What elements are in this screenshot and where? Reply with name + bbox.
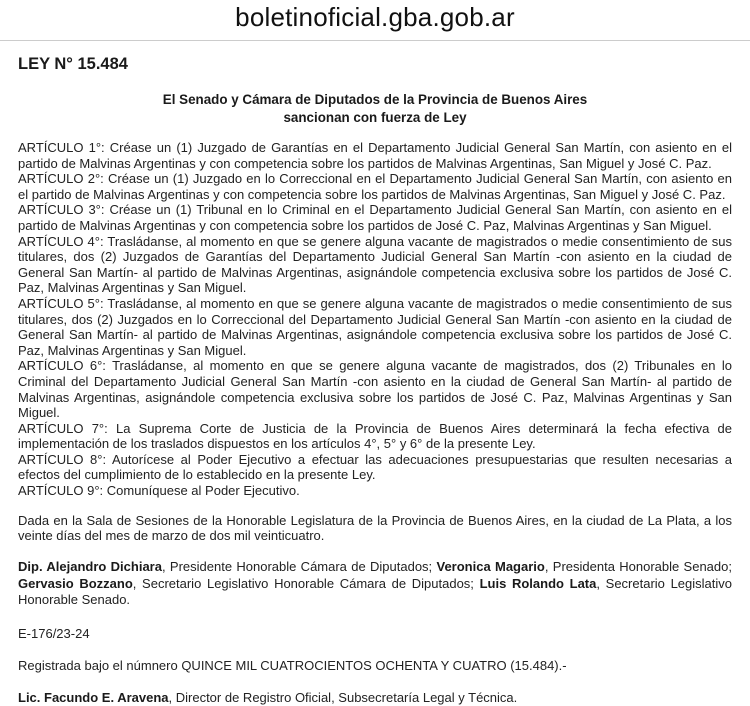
registry-official-name: Lic. Facundo E. Aravena (18, 690, 169, 706)
signatory-name: Dip. Alejandro Dichiara (18, 558, 162, 574)
registry-official-paragraph: Lic. Facundo E. Aravena, Director de Registro Oficial, Subsecretaría Legal y Técnica. (18, 690, 518, 706)
law-number-heading: LEY N° 15.484 (18, 55, 128, 73)
article-paragraph: ARTÍCULO 2°: Créase un (1) Juzgado en lo Correccional en el Departamento Judicial General San Martín, con asiento en el partido de Malvinas Argentinas y con competencia sobre los partidos de Malvinas Argentinas, San Miguel y José C. Paz. (18, 171, 732, 202)
signatory-name: Luis Rolando Lata (479, 575, 597, 591)
article-paragraph: ARTÍCULO 7°: La Suprema Corte de Justicia de la Provincia de Buenos Aires determinará la fecha efectiva de implementación de los traslados dispuestos en los artículos 4°, 5° y 6° de la presente Ley. (18, 420, 732, 452)
signatory-name: Veronica Magario (436, 558, 545, 574)
signatories-paragraph: Dip. Alejandro Dichiara, Presidente Honorable Cámara de Diputados; Veronica Magario, Presidenta Honorable Senado; Gervasio Bozzano, Secretario Legislativo Honorable Cámara de Diputados; Luis Rolando Lata, Secretario Legislativo Honorable Senado. (18, 558, 733, 608)
header-divider (0, 40, 750, 41)
preamble-line-2: sancionan con fuerza de Ley (283, 110, 467, 125)
article-paragraph: ARTÍCULO 9°: Comuníquese al Poder Ejecutivo. (18, 483, 300, 499)
article-paragraph: ARTÍCULO 8°: Autorícese al Poder Ejecutivo a efectuar las adecuaciones presupuestarias que resulten necesarias a efectos del cumplimiento de lo establecido en la presente Ley. (18, 451, 732, 483)
registration-text: Registrada bajo el númnero QUINCE MIL CUATROCIENTOS OCHENTA Y CUATRO (15.484).- (18, 658, 567, 674)
article-paragraph: ARTÍCULO 6°: Trasládanse, al momento en que se genere alguna vacante de magistrados, dos (2) Tribunales en lo Criminal del Departamento Judicial General San Martín -con asiento en la ciudad de General San Martín- al partido de Malvinas Argentinas, asignándole competencia exclusiva sobre los partidos de José C. Paz, Malvinas Argentinas y San Miguel. (18, 358, 732, 421)
article-paragraph: ARTÍCULO 5°: Trasládanse, al momento en que se genere alguna vacante de magistrados o medie consentimiento de sus titulares, dos (2) Juzgados en lo Correccional del Departamento Judicial General San Martín -con asiento en la ciudad de General San Martín- al partido de Malvinas Argentinas, asignándole competencia exclusiva sobre los partidos de José C. Paz, Malvinas Argentinas y San Miguel. (18, 295, 732, 358)
file-number: E-176/23-24 (18, 626, 90, 642)
preamble-line-1: El Senado y Cámara de Diputados de la Provincia de Buenos Aires (162, 92, 588, 107)
preamble (18, 91, 732, 127)
site-title: boletinoficial.gba.gob.ar (235, 2, 515, 32)
enactment-paragraph: Dada en la Sala de Sesiones de la Honorable Legislatura de la Provincia de Buenos Aires, en la ciudad de La Plata, a los veinte días del mes de marzo de dos mil veinticuatro. (18, 512, 732, 544)
article-paragraph: ARTÍCULO 4°: Trasládanse, al momento en que se genere alguna vacante de magistrados o medie consentimiento de sus titulares, dos (2) Juzgados de Garantías del Departamento Judicial General San Martín -con asiento en la ciudad de General San Martín- al partido de Malvinas Argentinas, asignándole competencia exclusiva sobre los partidos de José C. Paz, Malvinas Argentinas y San Miguel. (18, 233, 732, 296)
articles (18, 140, 732, 499)
article-paragraph: ARTÍCULO 3°: Créase un (1) Tribunal en lo Criminal en el Departamento Judicial General San Martín, con asiento en el partido de Malvinas Argentinas y con competencia sobre los partidos de José C. Paz, Malvinas Argentinas y San Miguel. (18, 202, 732, 233)
signatory-name: Gervasio Bozzano (18, 575, 133, 591)
law-document (0, 55, 750, 706)
article-paragraph: ARTÍCULO 1°: Créase un (1) Juzgado de Garantías en el Departamento Judicial General San Martín, con asiento en el partido de Malvinas Argentinas y con competencia sobre los partidos de Malvinas Argentinas, San Miguel y José C. Paz. (18, 140, 732, 171)
site-header (0, 0, 750, 40)
